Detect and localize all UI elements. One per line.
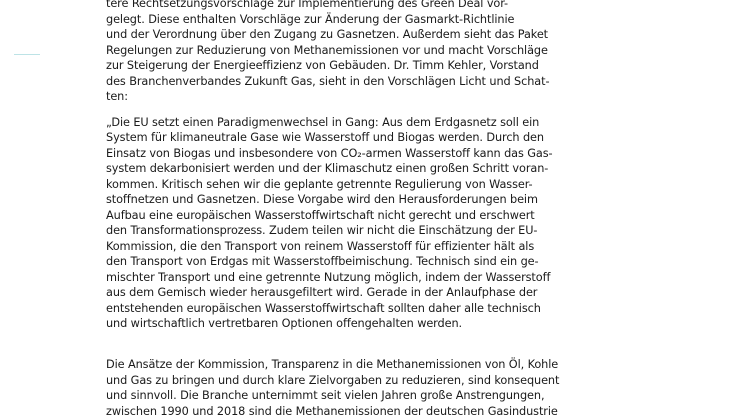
- text-line: Kommission, die den Transport von reinem Wasserstoff für effizienter hält als: [106, 239, 535, 253]
- text-line: entstehenden europäischen Wasserstoffwirtschaft sollten daher alle technisch: [106, 301, 541, 315]
- text-line: zwischen 1990 und 2018 sind die Methanemissionen der deutschen Gasindustrie: [106, 404, 558, 418]
- text-line: aus dem Gemisch wieder herausgefiltert wird. Gerade in der Anlaufphase der: [106, 286, 538, 299]
- text-line: zur Steigerung der Energieeffizienz von Gebäuden. Dr. Timm Kehler, Vorstand: [106, 59, 539, 72]
- text-line: Aufbau eine europäischen Wasserstoffwirtschaft nicht gerecht und erschwert: [106, 208, 535, 222]
- text-line: und sinnvoll. Die Branche unternimmt seit vielen Jahren große Anstrengungen,: [106, 389, 545, 402]
- text-line: den Transport von Erdgas mit Wasserstoffbeimischung. Technisch sind ein ge-: [106, 255, 539, 268]
- text-line: kommen. Kritisch sehen wir die geplante getrennte Regulierung von Wasser-: [106, 177, 533, 191]
- text-line: [106, 332, 576, 348]
- margin-mark: [14, 54, 40, 55]
- text-line: den Transformationsprozess. Zudem teilen wir nicht die Einschätzung der EU-: [106, 224, 538, 237]
- text-line: Die Ansätze der Kommission, Transparenz in die Methanemissionen von Öl, Kohle: [106, 358, 559, 371]
- text-line: gelegt. Diese enthalten Vorschläge zur Änderung der Gasmarkt-Richtlinie: [106, 12, 515, 26]
- text-line: mischter Transport und eine getrennte Nutzung möglich, indem der Wasserstoff: [106, 270, 551, 284]
- paragraph-quote: [106, 115, 576, 348]
- text-line: stoffnetzen und Gasnetzen. Diese Vorgabe wird den Herausforderungen beim: [106, 193, 538, 206]
- text-line: System für klimaneutrale Gase wie Wasserstoff und Biogas werden. Durch den: [106, 131, 544, 144]
- text-line: ten:: [106, 90, 128, 103]
- text-line: und der Verordnung über den Zugang zu Gasnetzen. Außerdem sieht das Paket: [106, 28, 548, 41]
- text-line: und Gas zu bringen und durch klare Zielvorgaben zu reduzieren, sind konsequent: [106, 373, 560, 387]
- paragraph-methane: [106, 357, 576, 419]
- article-body: [106, 0, 576, 419]
- text-line: tere Rechtsetzungsvorschläge zur Implementierung des Green Deal vor-: [106, 0, 509, 10]
- text-line: und wirtschaftlich vertretbaren Optionen offengehalten werden.: [106, 317, 462, 330]
- text-line: Einsatz von Biogas und insbesondere von CO₂-armen Wasserstoff kann das Gas-: [106, 146, 553, 160]
- text-line: des Branchenverbandes Zukunft Gas, sieht in den Vorschlägen Licht und Schat-: [106, 74, 550, 88]
- text-line: system dekarbonisiert werden und der Klimaschutz einen großen Schritt voran-: [106, 162, 549, 175]
- text-line: Regelungen zur Reduzierung von Methanemissionen vor und macht Vorschläge: [106, 43, 548, 57]
- paragraph-intro: [106, 0, 576, 105]
- text-line: „Die EU setzt einen Paradigmenwechsel in Gang: Aus dem Erdgasnetz soll ein: [106, 115, 540, 129]
